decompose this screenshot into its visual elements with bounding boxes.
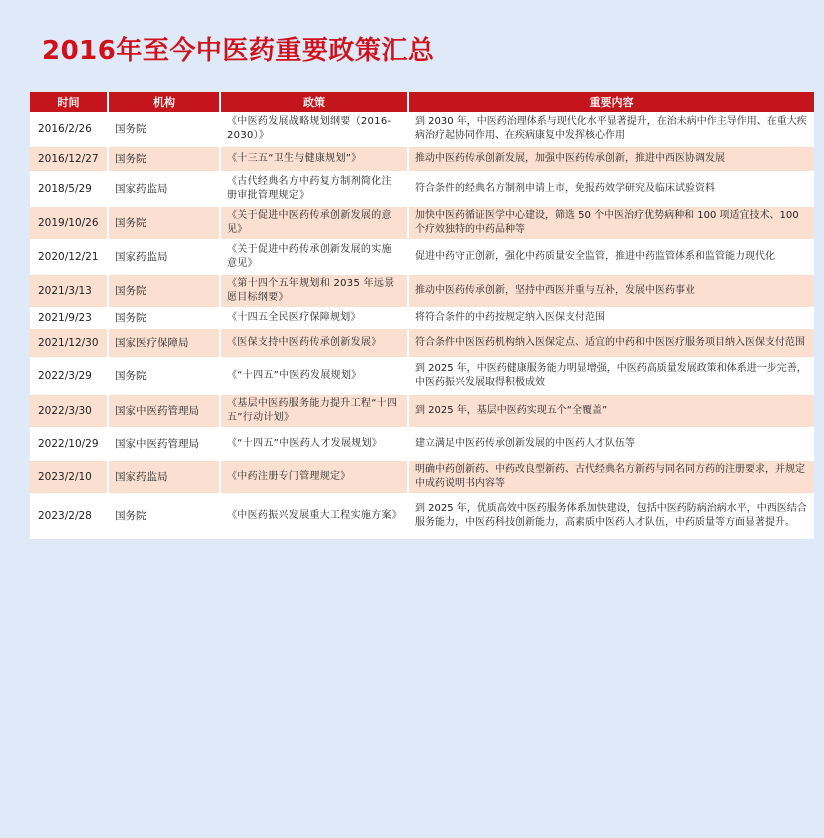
table-row	[30, 206, 814, 240]
row-org: 国家中医药管理局	[108, 394, 220, 428]
row-content: 符合条件的经典名方制剂申请上市，免报药效学研究及临床试验资料	[408, 172, 814, 206]
row-org: 国务院	[108, 146, 220, 172]
row-policy: 《第十四个五年规划和 2035 年远景愿目标纲要》	[220, 274, 408, 308]
table-row	[30, 274, 814, 308]
row-content: 推动中医药传承创新，坚持中西医并重与互补，发展中医药事业	[408, 274, 814, 308]
row-policy: 《中医药振兴发展重大工程实施方案》	[220, 494, 408, 538]
page-title: 2016年至今中医药重要政策汇总	[42, 36, 435, 66]
table-row	[30, 172, 814, 206]
row-content: 推动中医药传承创新发展，加强中医药传承创新，推进中西医协调发展	[408, 146, 814, 172]
row-date: 2022/3/30	[30, 394, 108, 428]
row-content: 促进中药守正创新，强化中药质量安全监管，推进中药监管体系和监管能力现代化	[408, 240, 814, 274]
row-policy: 《医保支持中医药传承创新发展》	[220, 328, 408, 358]
row-org: 国家药监局	[108, 172, 220, 206]
row-org: 国务院	[108, 112, 220, 146]
row-org: 国家药监局	[108, 240, 220, 274]
table-row	[30, 112, 814, 146]
row-date: 2016/2/26	[30, 112, 108, 146]
row-org: 国家医疗保障局	[108, 328, 220, 358]
row-policy: 《“十四五”中医药发展规划》	[220, 358, 408, 394]
policy-table	[30, 92, 814, 539]
header-content: 重要内容	[408, 92, 814, 112]
row-date: 2023/2/28	[30, 494, 108, 538]
row-policy: 《中医药发展战略规划纲要（2016-2030）》	[220, 112, 408, 146]
table-body	[30, 112, 814, 538]
row-org: 国务院	[108, 358, 220, 394]
row-content: 建立满足中医药传承创新发展的中医药人才队伍等	[408, 428, 814, 460]
row-policy: 《基层中医药服务能力提升工程“十四五”行动计划》	[220, 394, 408, 428]
table-row	[30, 428, 814, 460]
table-row	[30, 494, 814, 538]
row-content: 将符合条件的中药按规定纳入医保支付范围	[408, 308, 814, 328]
row-date: 2022/10/29	[30, 428, 108, 460]
row-content: 到 2025 年，优质高效中医药服务体系加快建设，包括中医药防病治病水平，中西医结合服务能力，中医药科技创新能力，高素质中医药人才队伍，中药质量等方面显著提升。	[408, 494, 814, 538]
row-date: 2022/3/29	[30, 358, 108, 394]
row-date: 2021/9/23	[30, 308, 108, 328]
row-date: 2019/10/26	[30, 206, 108, 240]
row-policy: 《“十四五”中医药人才发展规划》	[220, 428, 408, 460]
table-row	[30, 240, 814, 274]
row-policy: 《古代经典名方中药复方制剂简化注册审批管理规定》	[220, 172, 408, 206]
table-header-row	[30, 92, 814, 112]
row-policy: 《关于促进中药传承创新发展的实施意见》	[220, 240, 408, 274]
row-policy: 《中药注册专门管理规定》	[220, 460, 408, 494]
row-content: 符合条件中医医药机构纳入医保定点、适宜的中药和中医医疗服务项目纳入医保支付范围	[408, 328, 814, 358]
row-date: 2016/12/27	[30, 146, 108, 172]
table-row	[30, 460, 814, 494]
row-date: 2021/3/13	[30, 274, 108, 308]
row-date: 2021/12/30	[30, 328, 108, 358]
table-row	[30, 328, 814, 358]
row-org: 国家药监局	[108, 460, 220, 494]
row-content: 到 2030 年，中医药治理体系与现代化水平显著提升，在治未病中作主导作用、在重大疾病治疗起协同作用、在疾病康复中发挥核心作用	[408, 112, 814, 146]
table-row	[30, 308, 814, 328]
table-row	[30, 358, 814, 394]
row-content: 到 2025 年，基层中医药实现五个“全覆盖”	[408, 394, 814, 428]
row-org: 国家中医药管理局	[108, 428, 220, 460]
row-date: 2018/5/29	[30, 172, 108, 206]
row-policy: 《十三五“卫生与健康规划”》	[220, 146, 408, 172]
row-policy: 《十四五全民医疗保障规划》	[220, 308, 408, 328]
table-row	[30, 146, 814, 172]
row-policy: 《关于促进中医药传承创新发展的意见》	[220, 206, 408, 240]
table-row	[30, 394, 814, 428]
row-date: 2020/12/21	[30, 240, 108, 274]
row-content: 到 2025 年，中医药健康服务能力明显增强，中医药高质量发展政策和体系进一步完善，中医药振兴发展取得积极成效	[408, 358, 814, 394]
row-date: 2023/2/10	[30, 460, 108, 494]
header-policy: 政策	[220, 92, 408, 112]
row-org: 国务院	[108, 274, 220, 308]
header-org: 机构	[108, 92, 220, 112]
policy-table-container	[30, 92, 814, 539]
row-org: 国务院	[108, 494, 220, 538]
row-org: 国务院	[108, 308, 220, 328]
row-org: 国务院	[108, 206, 220, 240]
row-content: 加快中医药循证医学中心建设，筛选 50 个中医治疗优势病种和 100 项适宜技术、100 个疗效独特的中药品种等	[408, 206, 814, 240]
row-content: 明确中药创新药、中药改良型新药、古代经典名方新药与同名同方药的注册要求，并规定中成药说明书内容等	[408, 460, 814, 494]
header-date: 时间	[30, 92, 108, 112]
